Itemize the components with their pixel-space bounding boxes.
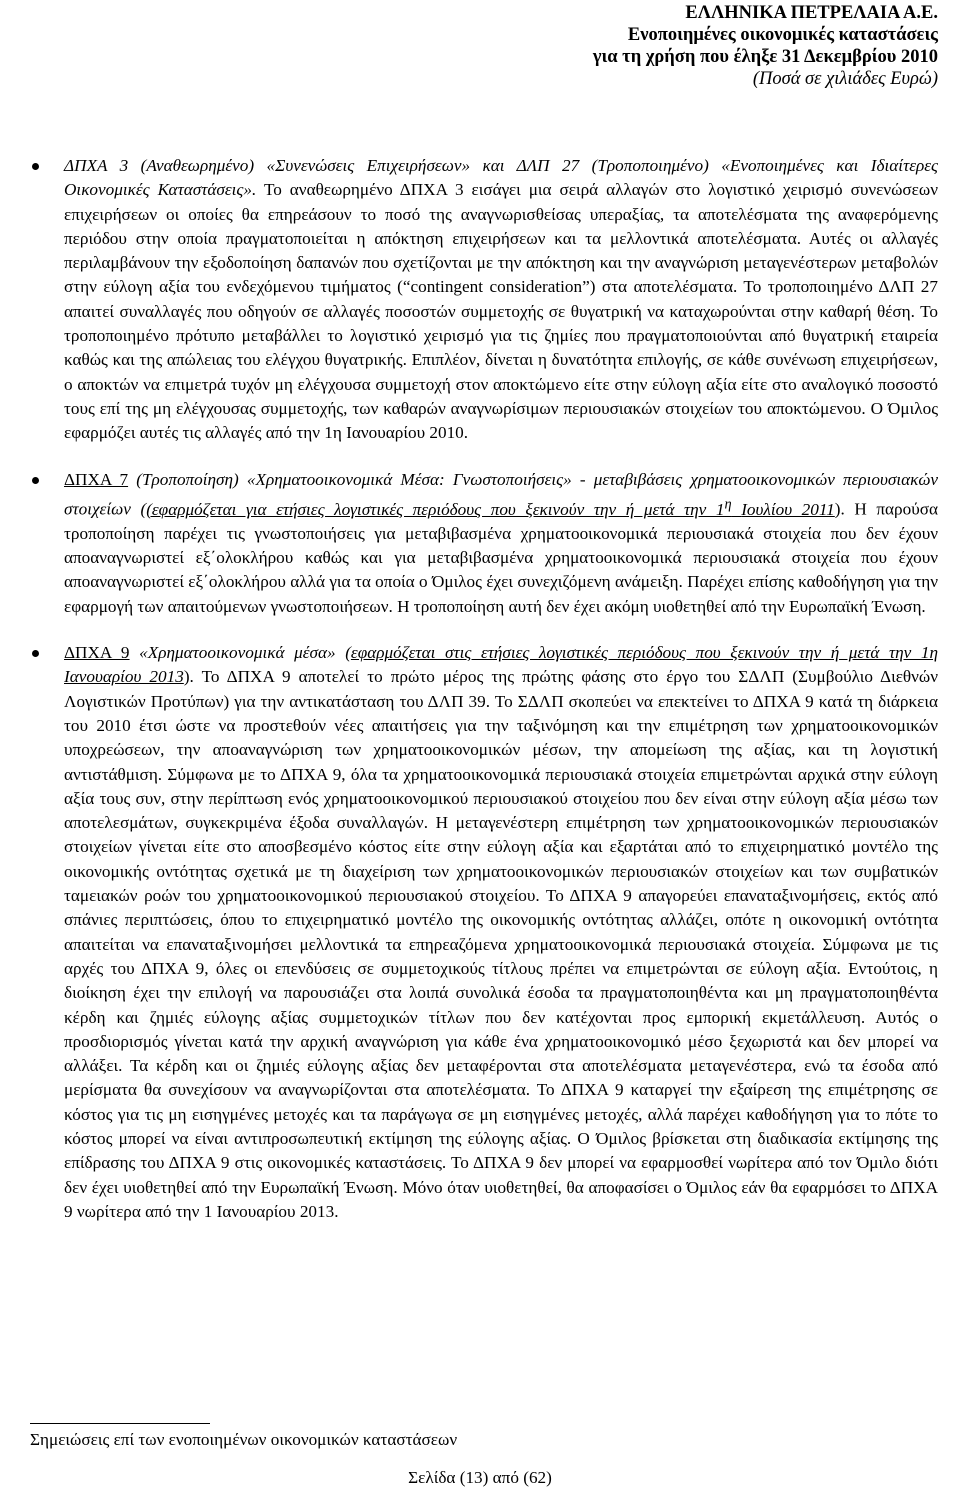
list-item bbox=[64, 468, 938, 620]
footer-notes: Σημειώσεις επί των ενοποιημένων οικονομικών καταστάσεων bbox=[30, 1430, 458, 1449]
page-header bbox=[593, 2, 938, 90]
list-item bbox=[64, 154, 938, 446]
statements-title: Ενοποιημένες οικονομικές καταστάσεις bbox=[627, 25, 938, 45]
company-name: ΕΛΛΗΝΙΚΑ ΠΕΤΡΕΛΑΙΑ Α.Ε. bbox=[685, 3, 938, 23]
item-title-prefix: ΔΠΧΑ 7 bbox=[64, 469, 129, 489]
footer-divider bbox=[30, 1423, 210, 1424]
units-line: (Ποσά σε χιλιάδες Ευρώ) bbox=[752, 69, 938, 89]
item-body: Το αναθεωρημένο ΔΠΧΑ 3 εισάγει μια σειρά αλλαγών στο λογιστικό χειρισμό συνενώσεων επιχειρήσεων οι οποίες θα επηρεάσουν το ποσό της αναγνωρισθείσας υπεραξίας, τα αποτελέσματα της αναφερόμενης περιόδου στην οποία πραγματοποιείται η απόκτηση επιχειρήσεων και τα μελλοντικά αποτελέσματα. Αυτές οι αλλαγές περιλαμβάνουν την εξοδοποίηση δαπανών που σχετίζονται με την απόκτηση και την αναγνώριση μεταγενέστερων μεταβολών στην εύλογη αξία του ενδεχόμενου τιμήματος (“contingent consideration”) στα αποτελέσματα. Το τροποποιημένο ΔΛΠ 27 απαιτεί συναλλαγές που οδηγούν σε αλλαγές ποσοστών συμμετοχής σε θυγατρική να καταχωρούνται στην καθαρή θέση. Το τροποποιημένο πρότυπο μεταβάλλει το λογιστικό χειρισμό για τις ζημίες που πραγματοποιούνται από θυγατρική εταιρεία καθώς και της απώλειας του ελέγχου θυγατρικής. Επιπλέον, δίνεται η δυνατότητα επιλογής, σε κάθε συνένωση επιχειρήσεων, ο αποκτών να επιμετρά τυχόν μη ελέγχουσα συμμετοχή στον αποκτώμενο είτε στην εύλογη αξία είτε στο αναλογικό ποσοστό τους επί της μη ελέγχουσας συμμετοχής, των καθαρών αναγνωρίσιμων περιουσιακών στοιχείων του αποκτώμενου. Ο Όμιλος εφαρμόζει αυτές τις αλλαγές από την 1η Ιανουαρίου 2010. bbox=[64, 180, 938, 443]
page-number: Σελίδα (13) από (62) bbox=[408, 1468, 552, 1487]
item-title: «Χρηματοοικονομικά μέσα» ( bbox=[139, 643, 351, 663]
item-title: ΔΠΧΑ 3 (Αναθεωρημένο) «Συνενώσεις Επιχειρήσεων» και ΔΛΠ 27 (Τροποποιημένο) «Ενοποιημένες και Ιδιαίτερες Οικονομικές Καταστάσεις». bbox=[64, 156, 938, 200]
bullet-icon bbox=[32, 650, 39, 657]
bullet-icon bbox=[32, 163, 39, 170]
period-line: για τη χρήση που έληξε 31 Δεκεμβρίου 2010 bbox=[592, 47, 938, 67]
item-body: ). Το ΔΠΧΑ 9 αποτελεί το πρώτο μέρος της πρώτης φάσης στο έργο του ΣΔΛΠ (Συμβούλιο Διεθνών Λογιστικών Προτύπων) για την αντικατάσταση του ΔΛΠ 39. Το ΣΔΛΠ σκοπεύει να επεκτείνει το ΔΠΧΑ 9 κατά τη διάρκεια του 2010 έτσι ώστε να προστεθούν νέες απαιτήσεις για την ταξινόμηση και την επιμέτρηση των χρηματοοικονομικών υποχρεώσεων, την αποαναγνώριση των χρηματοοικονομικών μέσων, την απομείωση της αξίας, και τη λογιστική αντιστάθμιση. Σύμφωνα με το ΔΠΧΑ 9, όλα τα χρηματοοικονομικά περιουσιακά στοιχεία επιμετρώνται αρχικά στην εύλογη αξία τους συν, στην περίπτωση ενός χρηματοοικονομικού περιουσιακού στοιχείου που δεν είναι στην εύλογη αξία μέσω των αποτελεσμάτων, συγκεκριμένα έξοδα συναλλαγών. Η μεταγενέστερη επιμέτρηση των χρηματοοικονομικών περιουσιακών στοιχείων γίνεται είτε στο αποσβεσμένο κόστος είτε στην εύλογη αξία και εξαρτάται από το επιχειρηματικό μοντέλο της οικονομικής οντότητας σχετικά με τη διαχείριση των χρηματοοικονομικών περιουσιακών στοιχείων και των συμβατικών ταμειακών ροών του χρηματοοικονομικού περιουσιακού στοιχείου. Το ΔΠΧΑ 9 απαγορεύει επαναταξινομήσεις, εκτός από σπάνιες περιπτώσεις, όπου το επιχειρηματικό μοντέλο της οικονομικής οντότητας αλλάζει, οπότε η οικονομική οντότητα απαιτείται να επαναταξινομήσει μελλοντικά τα επηρεαζόμενα χρηματοοικονομικά περιουσιακά στοιχεία. Σύμφωνα με τις αρχές του ΔΠΧΑ 9, όλες οι επενδύσεις σε συμμετοχικούς τίτλους πρέπει να επιμετρώνται σε εύλογη αξία. Εντούτοις, η διοίκηση έχει την επιλογή να παρουσιάζει στα λοιπά συνολικά έσοδα τα πραγματοποιηθέντα και μη πραγματοποιηθέντα κέρδη και ζημιές εύλογης αξίας συμμετοχικών τίτλων που δεν κατέχονται προς εμπορική εκμετάλλευση. Αυτός ο προσδιορισμός γίνεται κατά την αρχική αναγνώριση για κάθε ένα χρηματοοικονομικό μέσο ξεχωριστά και δεν μπορεί να αλλάξει. Τα κέρδη και οι ζημιές εύλογης αξίας δεν μεταφέρονται στα αποτελέσματα μεταγενέστερα, ενώ τα έσοδα από μερίσματα θα συνεχίσουν να αναγνωρίζονται στα αποτελέσματα. Το ΔΠΧΑ 9 καταργεί την εξαίρεση της επιμέτρησης σε κόστος για τις μη εισηγμένες μετοχές και τα παράγωγα σε μη εισηγμένες μετοχές, αλλά παρέχει καθοδήγηση για το πότε το κόστος μπορεί να είναι αντιπροσωπευτική εκτίμηση της εύλογης αξίας. Ο Όμιλος βρίσκεται στη διαδικασία εκτίμησης της επίδρασης του ΔΠΧΑ 9 στις οικονομικές καταστάσεις. Το ΔΠΧΑ 9 δεν μπορεί να εφαρμοσθεί νωρίτερα από τον Όμιλο διότι δεν έχει υιοθετηθεί από την Ευρωπαϊκή Ένωση. Μόνο όταν υιοθετηθεί, θα αποφασίσει ο Όμιλος εάν θα εφαρμόσει το ΔΠΧΑ 9 νωρίτερα από την 1 Ιανουαρίου 2013. bbox=[64, 667, 938, 1221]
document-body bbox=[64, 154, 938, 1246]
bullet-icon bbox=[32, 477, 39, 484]
effective-date: (εφαρμόζεται για ετήσιες λογιστικές περιόδους που ξεκινούν την ή μετά την $1^\eta$ Ιουλίου 2011 bbox=[146, 495, 835, 519]
item-title-prefix: ΔΠΧΑ 9 bbox=[64, 643, 130, 663]
effective-date: εφαρμόζεται στις ετήσιες λογιστικές περιόδους που ξεκινούν την ή μετά την 1η Ιανουαρίου 2013 bbox=[64, 643, 938, 687]
item-title: (Τροποποίηση) «Χρηματοοικονομικά Μέσα: Γνωστοποιήσεις» - μεταβιβάσεις χρηματοοικονομικών περιουσιακών στοιχείων ( bbox=[64, 469, 938, 519]
item-body: ). Η παρούσα τροποποίηση παρέχει τις γνωστοποιήσεις για μεταβιβασμένα χρηματοοικονομικά περιουσιακά στοιχεία που δεν έχουν αποαναγνωριστεί εξ΄ολοκλήρου καθώς και για μεταβιβασμένα χρηματοοικονομικά περιουσιακά στοιχεία που έχουν αποαναγνωριστεί εξ΄ολοκλήρου αλλά για τα οποία ο Όμιλος έχει συνεχιζόμενη ανάμειξη. Παρέχει επίσης καθοδήγηση για την εφαρμογή των απαιτούμενων γνωστοποιήσεων. Η τροποποίηση αυτή δεν έχει ακόμη υιοθετηθεί από την Ευρωπαϊκή Ένωση. bbox=[64, 499, 939, 616]
list-item bbox=[64, 641, 938, 1224]
